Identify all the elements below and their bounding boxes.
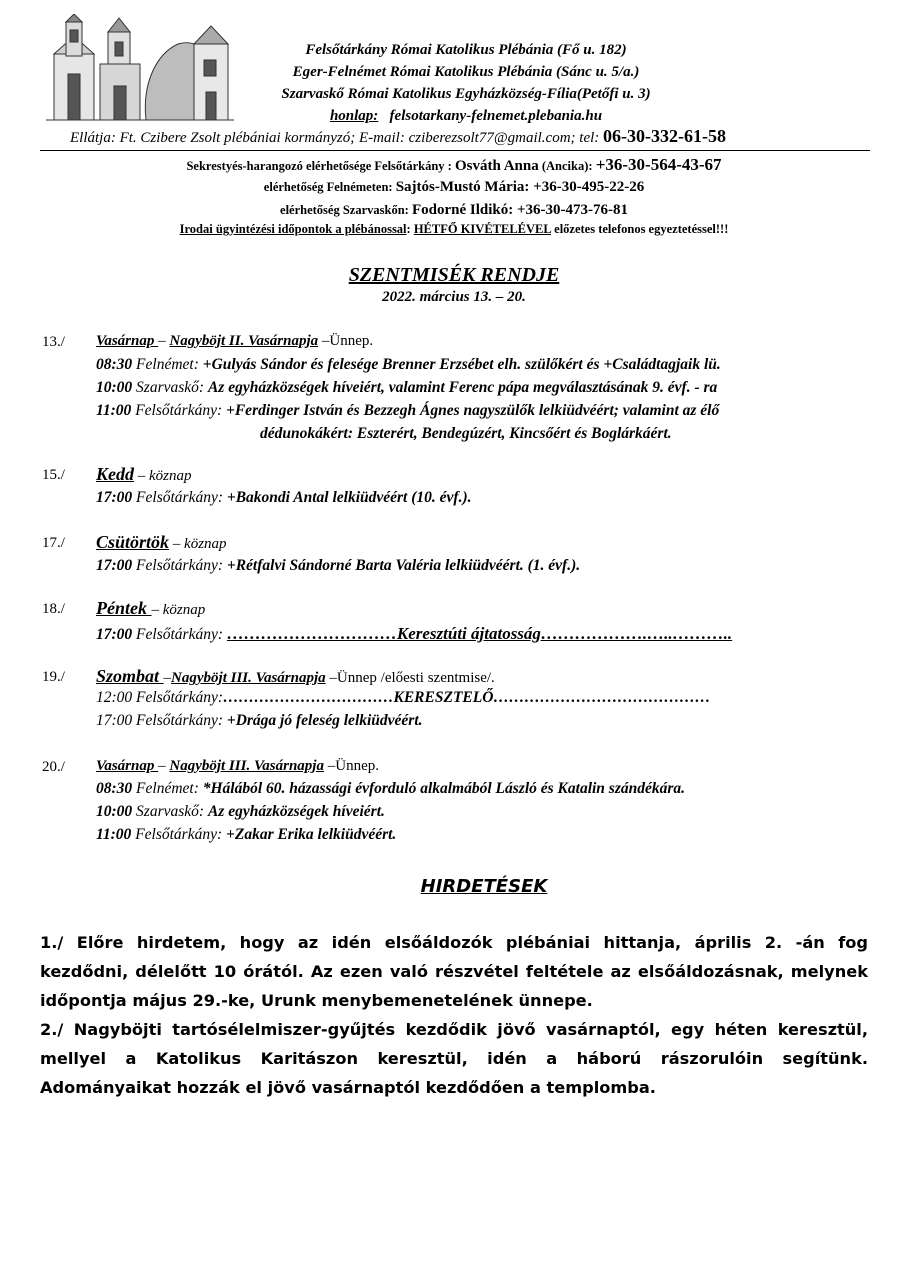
homepage-link[interactable]: felsotarkany-felnemet.plebania.hu [389,108,603,124]
mass-entry: 17:00 Felsőtárkány: +Drága jó feleség lelkiüdvéért. [96,712,423,729]
day-number: 15./ [42,467,65,483]
parish-felnemet-address: Eger-Felnémet Római Katolikus Plébánia (Sánc u. 5/a.) [292,64,640,80]
announcements-title: HIRDETÉSEK [420,876,548,897]
bulletin-page: Felsőtárkány Római Katolikus Plébánia (Fő u. 182) Eger-Felnémet Római Katolikus Plébánia (Sánc u. 5/a.) Szarvaskő Római Katolikus Egyházközség-Fília(Petőfi u. 3) honlap: felsotarkany-felnemet.plebania.hu Ellátja: Ft. Czibere Zsolt plébániai kormányzó; E-mail: cziberezsolt77@gmail.com; tel: 06-30-332-61-58 Sekrestyés-harangozó elérhetősége Felsőtárkány : Osváth Anna (Ancika): +36-30-564-43-67 elérhetőség Felnémeten: Sajtós-Mustó Mária: +36-30-495-22-26 elérhetőség Szarvaskőn: Fodorné Ildikó: +36-30-473-76-81 Irodai ügyintézési időpontok a plébánossal: HÉTFŐ KIVÉTELÉVEL előzetes telefonos egyeztetéssel!!! SZENTMISÉK RENDJE 2022. március 13. – 20. 13./ Vasárnap – Nagyböjt II. Vasárnapja –Ünnep. 08:30 Felnémet: +Gulyás Sándor és felesége Brenner Erzsébet elh. szülőkért és +Családtagjaik lü. 10:00 Szarvaskő: Az egyházközségek híveiért, valamint Ferenc pápa megválasztásának 9. évf. - ra 11:00 Felsőtárkány: +Ferdinger István és Bezzegh Ágnes nagyszülők lelkiüdvéért; valamint az élő dédunokákért: Eszterért, Bendegúzért, Kincsőért és Boglárkáért. 15./ Kedd – köznap 17:00 Felsőtárkány: +Bakondi Antal lelkiüdvéért (10. évf.). 17./ Csütörtök – köznap 17:00 Felsőtárkány: +Rétfalvi Sándorné Barta Valéria lelkiüdvéért. (1. évf.). 18./ Péntek – köznap 17:00 Felsőtárkány: …………………………Keresztúti ájtatosság……………….…..……….. 19./ Szombat –Nagyböjt III. Vasárnapja –Ünnep /előesti szentmise/. 12:00 Felsőtárkány:……………………………KERESZTELŐ…………………………………… 17:00 Felsőtárkány: +Drága jó feleség lelkiüdvéért. 20./ Vasárnap – Nagyböjt III. Vasárnapja –Ünnep. 08:30 Felnémet: *Hálából 60. házassági évforduló alkalmából László és Katalin szándékára. 10:00 Szarvaskő: Az egyházközségek híveiért. 11:00 Felsőtárkány: +Zakar Erika lelkiüdvéért. HIRDETÉSEK 1./ Előre hirdetem, hogy az idén elsőáldozók plébániai hittanja, április 2. -án fog kezdődni, délelőtt 10 órától. Az ezen való részvétel feltétele az elsőáldozásnak, melynek időpontja május 29.-ke, Urunk menybemenetelének ünnepe. 2./ Nagyböjti tartósélelmiszer-gyűjtés kezdődik jövő vasárnaptól, egy héten keresztül, mellyel a Katolikus Karitászon keresztül, idén a háború rászorulóin segítünk. Adományaikat hozzák el jövő vasárnaptól kezdődően a templomba. [0,0,908,1278]
header-divider [40,150,870,151]
day-header: Vasárnap – Nagyböjt II. Vasárnapja –Ünnep. [96,333,374,349]
day-number: 18./ [42,601,65,617]
day-number: 19./ [42,669,65,685]
mass-entry: 10:00 Szarvaskő: Az egyházközségek híveiért. [96,803,385,820]
mass-entry: 17:00 Felsőtárkány: +Bakondi Antal lelkiüdvéért (10. évf.). [96,489,472,506]
priest-contact [70,126,908,147]
homepage-label: honlap: [329,108,379,124]
day-header: Szombat –Nagyböjt III. Vasárnapja –Ünnep /előesti szentmise/. [96,666,495,686]
mass-entry: 12:00 Felsőtárkány:……………………………KERESZTELŐ…………………………………… [96,689,711,706]
day-header: Csütörtök – köznap [96,532,227,552]
homepage-line [12,108,908,125]
contact-phone: 06-30-332-61-58 [603,126,727,146]
parish-felsotarkany-address: Felsőtárkány Római Katolikus Plébánia (Fő u. 182) [305,42,627,58]
mass-entry: 11:00 Felsőtárkány: +Zakar Erika lelkiüdvéért. [96,826,397,843]
contact-text: Ellátja: Ft. Czibere Zsolt plébániai kormányzó; E-mail: cziberezsolt77@gmail.com; tel: [70,130,604,146]
office-hours-note: Irodai ügyintézési időpontok a plébánossal: HÉTFŐ KIVÉTELÉVEL előzetes telefonos egyeztetéssel!!! [179,222,729,236]
day-number: 17./ [42,535,65,551]
sexton-contact-szarvasko: elérhetőség Szarvaskőn: Fodorné Ildikó: +36-30-473-76-81 [280,202,628,218]
mass-entry: 08:30 Felnémet: +Gulyás Sándor és felesége Brenner Erzsébet elh. szülőkért és +Családtagjaik lü. [96,356,721,373]
day-header: Vasárnap – Nagyböjt III. Vasárnapja –Ünnep. [96,758,379,774]
day-number: 13./ [42,334,65,350]
mass-schedule-title: SZENTMISÉK RENDJE [348,264,560,286]
mass-entry: 17:00 Felsőtárkány: +Rétfalvi Sándorné Barta Valéria lelkiüdvéért. (1. évf.). [96,557,581,574]
mass-entry: 17:00 Felsőtárkány: …………………………Keresztúti ájtatosság……………….…..……….. [96,624,733,643]
sexton-contact-felnemet: elérhetőség Felnémeten: Sajtós-Mustó Mária: +36-30-495-22-26 [263,179,645,195]
announcement-item: 1./ Előre hirdetem, hogy az idén elsőáldozók plébániai hittanja, április 2. -án fog kezdődni, délelőtt 10 órától. Az ezen való részvétel feltétele az elsőáldozásnak, melynek időpontja május 29.-ke, Urunk menybemenetelének ünnepe. [40,933,868,1010]
day-header: Kedd – köznap [96,464,192,484]
mass-entry: 11:00 Felsőtárkány: +Ferdinger István és Bezzegh Ágnes nagyszülők lelkiüdvéért; valamint az élő [96,402,720,419]
mass-entry: 08:30 Felnémet: *Hálából 60. házassági évforduló alkalmából László és Katalin szándékára. [96,780,686,797]
mass-schedule-dates: 2022. március 13. – 20. [382,289,526,305]
sexton-contact-felsotarkany: Sekrestyés-harangozó elérhetősége Felsőtárkány : Osváth Anna (Ancika): +36-30-564-43-67 [186,155,722,174]
day-header: Péntek – köznap [96,598,206,618]
filia-szarvasko-address: Szarvaskő Római Katolikus Egyházközség-Fília(Petőfi u. 3) [281,86,651,102]
announcement-item: 2./ Nagyböjti tartósélelmiszer-gyűjtés kezdődik jövő vasárnaptól, egy héten keresztül, mellyel a Katolikus Karitászon keresztül, idén a háború rászorulóin segítünk. Adományaikat hozzák el jövő vasárnaptól kezdődően a templomba. [40,1020,868,1097]
day-number: 20./ [42,759,65,775]
mass-entry: 10:00 Szarvaskő: Az egyházközségek híveiért, valamint Ferenc pápa megválasztásának 9. évf. - ra [96,379,718,396]
